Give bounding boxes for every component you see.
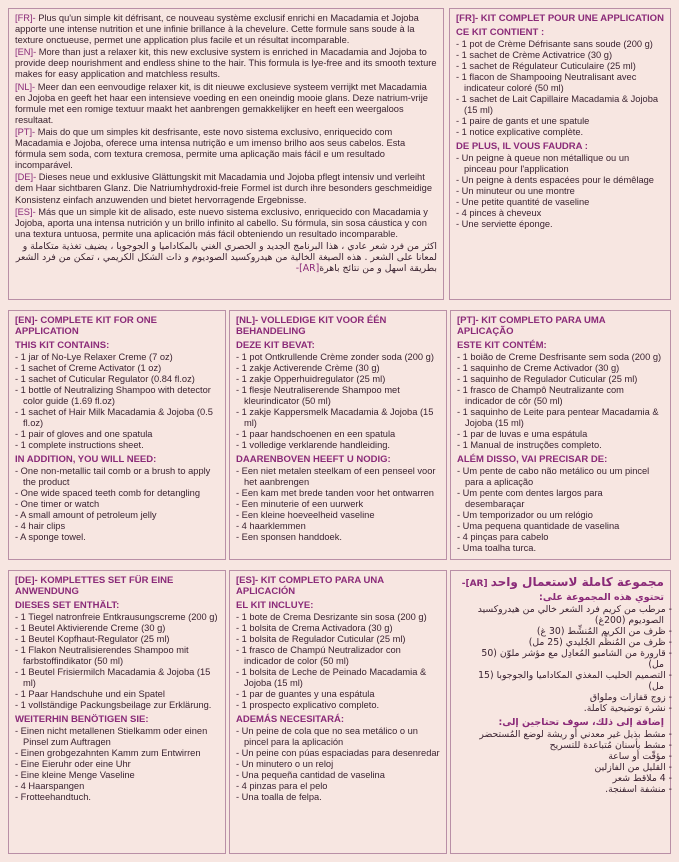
needs-item: - 4 Haarspangen <box>15 781 85 791</box>
contents-item: - 1 prospecto explicativo completo. <box>236 700 380 710</box>
needs-item: - Um temporizador ou um relógio <box>457 510 593 520</box>
needs-item: - Uma toalha turca. <box>457 543 537 553</box>
contents-item: - 1 sachet of Cuticular Regulator (0.84 fl.oz) <box>15 374 195 384</box>
needs-item: - 4 hair clips <box>15 521 66 531</box>
contents-item: - 1 sachet de Régulateur Cuticulaire (25 ml) <box>456 61 636 71</box>
needs-item: - Een kam met brede tanden voor het ontwarren <box>236 488 434 498</box>
kit-title-text: مجموعة كاملة لاستعمال واحد <box>490 575 664 589</box>
contents-item: - 1 frasco de Champú Neutralizador con indicador de color (50 ml) <box>236 645 401 666</box>
needs-item: - One wide spaced teeth comb for detangling <box>15 488 201 498</box>
contents-heading: DIESES SET ENTHÄLT: <box>15 600 120 611</box>
needs-item: - One timer or watch <box>15 499 100 509</box>
kit-title: [FR]- KIT COMPLET POUR UNE APPLICATION <box>456 13 664 24</box>
contents-item: - 1 par de guantes y una espátula <box>236 689 375 699</box>
contents-item: - 1 notice explicative complète. <box>456 127 584 137</box>
contents-item: - 1 pot de Crème Défrisante sans soude (200 g) <box>456 39 653 49</box>
contents-item: - 1 saquinho de Leite para pentear Macadamia & Jojoba (15 ml) <box>457 407 659 428</box>
needs-item: - منشفة اسفنجة. <box>605 784 672 795</box>
needs-item: - Uma pequena quantidade de vaselina <box>457 521 620 531</box>
contents-heading: تحتوي هذه المجموعة على: <box>539 592 664 603</box>
contents-item: - 1 sachet of Creme Activator (1 oz) <box>15 363 162 373</box>
needs-item: - مشط بذيل غير معدني أو ريشة لوضع المُستحضر <box>479 729 672 740</box>
contents-item: - 1 paire de gants et une spatule <box>456 116 590 126</box>
needs-item: - Een minuterie of een uurwerk <box>236 499 364 509</box>
contents-list <box>15 612 219 711</box>
needs-item: - Een kleine hoeveelheid vaseline <box>236 510 375 520</box>
contents-item: - زوج قفازات وملواق <box>589 692 672 703</box>
needs-item: - 4 pinces à cheveux <box>456 208 542 218</box>
contents-item: - 1 vollständige Packungsbeilage zur Erklärung. <box>15 700 212 710</box>
kit-title: [PT]- KIT COMPLETO PARA UMA APLICAÇÃO <box>457 315 606 337</box>
kit-title: [NL]- VOLLEDIGE KIT VOOR ÉÉN BEHANDELING <box>236 315 387 337</box>
needs-item: - مشط بأسنان مُتباعدة للتسريح <box>549 740 672 751</box>
contents-item: - 1 Beutel Kopfhaut-Regulator (25 ml) <box>15 634 170 644</box>
contents-list <box>236 612 440 711</box>
needs-heading: إضافة إلى ذلك، سوف تحتاجين إلى: <box>498 717 664 728</box>
contents-item: - 1 Beutel Frisiermilch Macadamia & Jojoba (15 ml) <box>15 667 211 688</box>
contents-item: - 1 pot Ontkrullende Crème zonder soda (200 g) <box>236 352 434 362</box>
contents-item: - 1 sachet de Crème Activatrice (30 g) <box>456 50 613 60</box>
intro-paragraph <box>15 207 437 240</box>
needs-list <box>457 466 664 554</box>
language-tag: [NL]- <box>15 81 36 92</box>
needs-heading: DE PLUS, IL VOUS FAUDRA : <box>456 141 588 152</box>
needs-item: - Eine kleine Menge Vaseline <box>15 770 135 780</box>
needs-item: - Einen nicht metallenen Stielkamm oder einen Pinsel zum Auftragen <box>15 726 208 747</box>
needs-item: - Un minuteur ou une montre <box>456 186 575 196</box>
kit-box-ar <box>450 570 671 854</box>
intro-paragraph <box>15 127 437 171</box>
contents-item: - 1 bolsita de Crema Activadora (30 g) <box>236 623 393 633</box>
kit-box-nl <box>229 310 447 560</box>
language-tag: [EN]- <box>15 47 37 58</box>
contents-list <box>15 352 219 451</box>
kit-title <box>457 575 664 589</box>
kit-box-pt <box>450 310 671 560</box>
needs-list <box>456 153 664 230</box>
needs-item: - Een sponsen handdoek. <box>236 532 342 542</box>
contents-item: - 1 zakje Activerende Crème (30 g) <box>236 363 380 373</box>
contents-item: - 1 saquinho de Creme Activador (30 g) <box>457 363 620 373</box>
intro-paragraph <box>15 47 437 80</box>
intro-paragraphs <box>15 13 437 274</box>
contents-heading: CE KIT CONTIENT : <box>456 27 545 38</box>
needs-item: - A small amount of petroleum jelly <box>15 510 157 520</box>
contents-item: - 1 Beutel Aktivierende Creme (30 g) <box>15 623 166 633</box>
needs-heading: DAARENBOVEN HEEFT U NODIG: <box>236 454 391 465</box>
language-tag: [PT]- <box>15 126 36 137</box>
contents-heading: ESTE KIT CONTÉM: <box>457 340 547 351</box>
contents-item: - مرطب من كريم فرد الشعر خالي من هيدروكسيد الصوديوم (200غ) <box>477 604 672 626</box>
intro-text: Más que un simple kit de alisado, este nuevo sistema exclusivo, enriquecido con Macadamia y Jojoba, aporta una intensa nutrición y un brillo infinito al cabello. Su fórmula, sin sosa cáustica y con una textura untuosa, permite una aplicación más fácil obteniendo un resultado incomparable. <box>15 206 428 239</box>
contents-item: - 1 pair of gloves and one spatula <box>15 429 153 439</box>
needs-item: - Eine Eieruhr oder eine Uhr <box>15 759 131 769</box>
contents-item: - نشرة توضيحية كاملة. <box>583 703 672 714</box>
needs-item: - Een niet metalen steelkam of een penseel voor het aanbrengen <box>236 466 436 487</box>
needs-item: - 4 haarklemmen <box>236 521 306 531</box>
needs-heading: WEITERHIN BENÖTIGEN SIE: <box>15 714 149 725</box>
contents-item: - 1 bolsita de Leche de Peinado Macadamia & Jojoba (15 ml) <box>236 667 427 688</box>
kit-title: [DE]- KOMPLETTES SET FÜR EINE ANWENDUNG <box>15 575 174 597</box>
contents-item: - 1 saquinho de Regulador Cuticular (25 ml) <box>457 374 638 384</box>
contents-item: - 1 bolsita de Regulador Cuticular (25 ml) <box>236 634 406 644</box>
language-tag: [FR]- <box>15 13 36 23</box>
intro-paragraph <box>15 172 437 205</box>
kit-title: [EN]- COMPLETE KIT FOR ONE APPLICATION <box>15 315 157 337</box>
contents-list <box>236 352 440 451</box>
kit-box-de <box>8 570 226 854</box>
language-tag: [AR]- <box>461 579 491 589</box>
contents-heading: THIS KIT CONTAINS: <box>15 340 110 351</box>
contents-item: - قارورة من الشامبو المُعادِل مع مؤشر ملوّن (50 مل) <box>481 648 672 670</box>
needs-item: - 4 ملاقط شعر <box>612 773 672 784</box>
needs-heading: ADEMÁS NECESITARÁ: <box>236 714 345 725</box>
needs-item: - One non-metallic tail comb or a brush to apply the product <box>15 466 211 487</box>
intro-paragraph <box>15 82 437 126</box>
contents-item: - 1 zakje Kappersmelk Macadamia & Jojoba (15 ml) <box>236 407 434 428</box>
intro-text: Plus qu'un simple kit défrisant, ce nouveau système exclusif enrichi en Macadamia et Jojoba apporte une intense nutrition et une infinie brillance à la chevelure. Cette formule sans soude à la texture onctueuse, permet une application plus facile et un résultat incomparable. <box>15 13 419 46</box>
intro-text: اكثر من فرد شعر عادي ، هذا البرنامج الجديد و الحصري الغني بالمكاداميا و الجوجوبا ، يضيف تغذية متكاملة و لمعانا على الشعر . هذه الصيغة الخالية من هيدروكسيد الصوديوم و ذات الشكل الكريمي ، تمكن من فرد الشعر بطريقة اسهل و من نتائج باهرة <box>15 240 437 275</box>
needs-item: - 4 pinzas para el pelo <box>236 781 328 791</box>
contents-item: - 1 flacon de Shampooing Neutralisant avec indicateur coloré (50 ml) <box>456 72 637 93</box>
contents-item: - 1 frasco de Champô Neutralizante com indicador de côr (50 ml) <box>457 385 624 406</box>
language-tag: [ES]- <box>15 206 36 217</box>
contents-item: - 1 volledige verklarende handleiding. <box>236 440 391 450</box>
needs-item: - Un peigne à queue non métallique ou un pinceau pour l'application <box>456 153 630 174</box>
needs-heading: IN ADDITION, YOU WILL NEED: <box>15 454 157 465</box>
contents-list <box>457 352 664 451</box>
contents-item: - 1 boião de Creme Desfrisante sem soda (200 g) <box>457 352 662 362</box>
intro-box <box>8 8 444 300</box>
contents-item: - 1 bottle of Neutralizing Shampoo with detector color guide (1.69 fl.oz) <box>15 385 211 406</box>
needs-item: - Um pente de cabo não metálico ou um pincel para a aplicação <box>457 466 650 487</box>
needs-item: - Un minutero o un reloj <box>236 759 334 769</box>
contents-item: - 1 zakje Opperhuidregulator (25 ml) <box>236 374 386 384</box>
needs-item: - Un peine de cola que no sea metálico o un pincel para la aplicación <box>236 726 418 747</box>
contents-item: - ظرف من المُنظِّم الجُليدي (25 مل) <box>528 637 672 648</box>
needs-item: - Une petite quantité de vaseline <box>456 197 590 207</box>
kit-box-es <box>229 570 447 854</box>
contents-item: - 1 paar handschoenen en een spatula <box>236 429 396 439</box>
contents-item: - 1 par de luvas e uma espátula <box>457 429 588 439</box>
intro-text: Mais do que um simples kit desfrisante, este novo sistema exclusivo, enriquecido com Macadamia e Jojoba, oferece uma intensa nutrição e um imenso brilho aos seus cabelos. Esta fórmula sem soda, com textura cremosa, permite uma aplicação mais fácil e um resultado incomparável. <box>15 126 406 171</box>
contents-heading: EL KIT INCLUYE: <box>236 600 314 611</box>
contents-heading: DEZE KIT BEVAT: <box>236 340 315 351</box>
needs-item: - Frotteehandtuch. <box>15 792 91 802</box>
needs-list <box>236 466 440 543</box>
intro-paragraph <box>15 241 437 274</box>
contents-item: - 1 Paar Handschuhe und ein Spatel <box>15 689 165 699</box>
needs-heading: ALÉM DISSO, VAI PRECISAR DE: <box>457 454 608 465</box>
needs-list <box>15 726 219 803</box>
needs-item: - Un peine con púas espaciadas para desenredar <box>236 748 440 758</box>
contents-item: - 1 Manual de instruções completo. <box>457 440 602 450</box>
contents-item: - ظرف من الكريم المُنشِّط (30 غ) <box>536 626 672 637</box>
contents-item: - 1 flesje Neutraliserende Shampoo met kleurindicator (50 ml) <box>236 385 400 406</box>
needs-list <box>236 726 440 803</box>
intro-paragraph <box>15 13 437 46</box>
language-tag: [AR]- <box>295 263 320 275</box>
needs-item: - Una toalla de felpa. <box>236 792 322 802</box>
contents-item: - 1 sachet of Hair Milk Macadamia & Jojoba (0.5 fl.oz) <box>15 407 213 428</box>
contents-item: - 1 sachet de Lait Capillaire Macadamia & Jojoba (15 ml) <box>456 94 659 115</box>
contents-item: - 1 jar of No-Lye Relaxer Creme (7 oz) <box>15 352 173 362</box>
intro-text: Dieses neue und exklusive Glättungskit mit Macadamia und Jojoba pflegt intensiv und verleiht dem Haar sichtbaren Glanz. Die Natriumhydroxid-freie Formel ist durch ihre besonders geschmeidige Konsistenz einfach anzuwenden und bietet hervorragende Ergebnisse. <box>15 172 432 205</box>
needs-item: - Un peigne à dents espacées pour le démêlage <box>456 175 654 185</box>
contents-item: - 1 Tiegel natronfreie Entkrausungscreme (200 g) <box>15 612 218 622</box>
contents-item: - 1 complete instructions sheet. <box>15 440 144 450</box>
needs-list <box>457 729 672 795</box>
needs-item: - Einen grobgezahnten Kamm zum Entwirren <box>15 748 201 758</box>
intro-text: Meer dan een eenvoudige relaxer kit, is dit nieuwe exclusieve systeem verrijkt met Macadamia en Jojoba en geeft het haar een intensieve voeding en een oneindig mooie glans. Deze natrium-vrije formule met een romige textuur maakt het aanbrengen gemakkelijker en heeft een weergaloos resultaat. <box>15 81 428 125</box>
needs-item: - Um pente com dentes largos para desembaraçar <box>457 488 603 509</box>
needs-list <box>15 466 219 543</box>
needs-item: - A sponge towel. <box>15 532 86 542</box>
contents-list <box>456 39 664 138</box>
needs-item: - مؤقّت أو ساعة <box>608 751 672 762</box>
kit-title: [ES]- KIT COMPLETO PARA UNA APLICACIÓN <box>236 575 384 597</box>
kit-box-fr <box>449 8 671 300</box>
contents-list <box>457 604 672 714</box>
language-tag: [DE]- <box>15 172 37 183</box>
needs-item: - 4 pinças para cabelo <box>457 532 549 542</box>
kit-box-en <box>8 310 226 560</box>
contents-item: - 1 Flakon Neutralisierendes Shampoo mit farbstoffindikator (50 ml) <box>15 645 189 666</box>
intro-text: More than just a relaxer kit, this new exclusive system is enriched in Macadamia and Jojoba to provide deep nourishment and endless shine to the hair. This formula is lye-free and its smooth texture makes for easy application and matchless results. <box>15 47 437 80</box>
needs-item: - Una pequeña cantidad de vaselina <box>236 770 385 780</box>
needs-item: - القليل من الفازلين <box>594 762 672 773</box>
contents-item: - التصميم الحليب المغذي المكاداميا والجوجوبا (15 مل) <box>478 670 672 692</box>
contents-item: - 1 bote de Crema Desrizante sin sosa (200 g) <box>236 612 427 622</box>
needs-item: - Une serviette éponge. <box>456 219 553 229</box>
